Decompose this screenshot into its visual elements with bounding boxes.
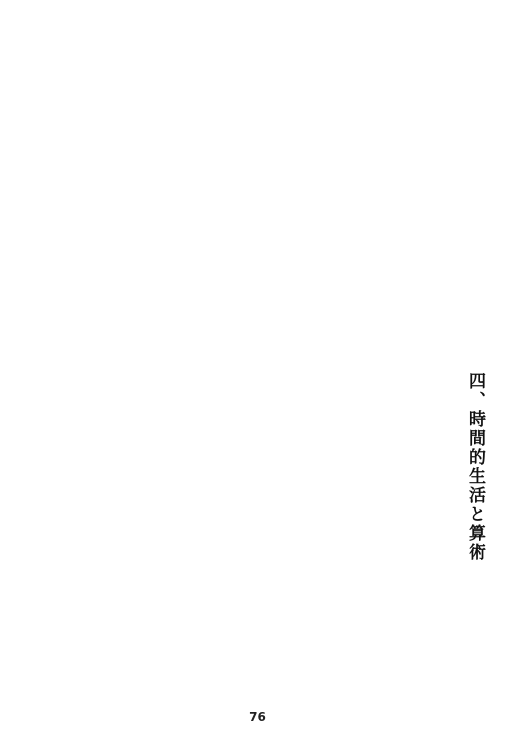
upper-text-block <box>28 22 488 352</box>
time-section-block <box>28 372 488 690</box>
time-section-body-text <box>28 372 452 690</box>
section-heading: 四、時間的生活と算術 <box>465 372 485 562</box>
page-number: 76 <box>249 710 266 724</box>
upper-body-text <box>28 22 488 352</box>
